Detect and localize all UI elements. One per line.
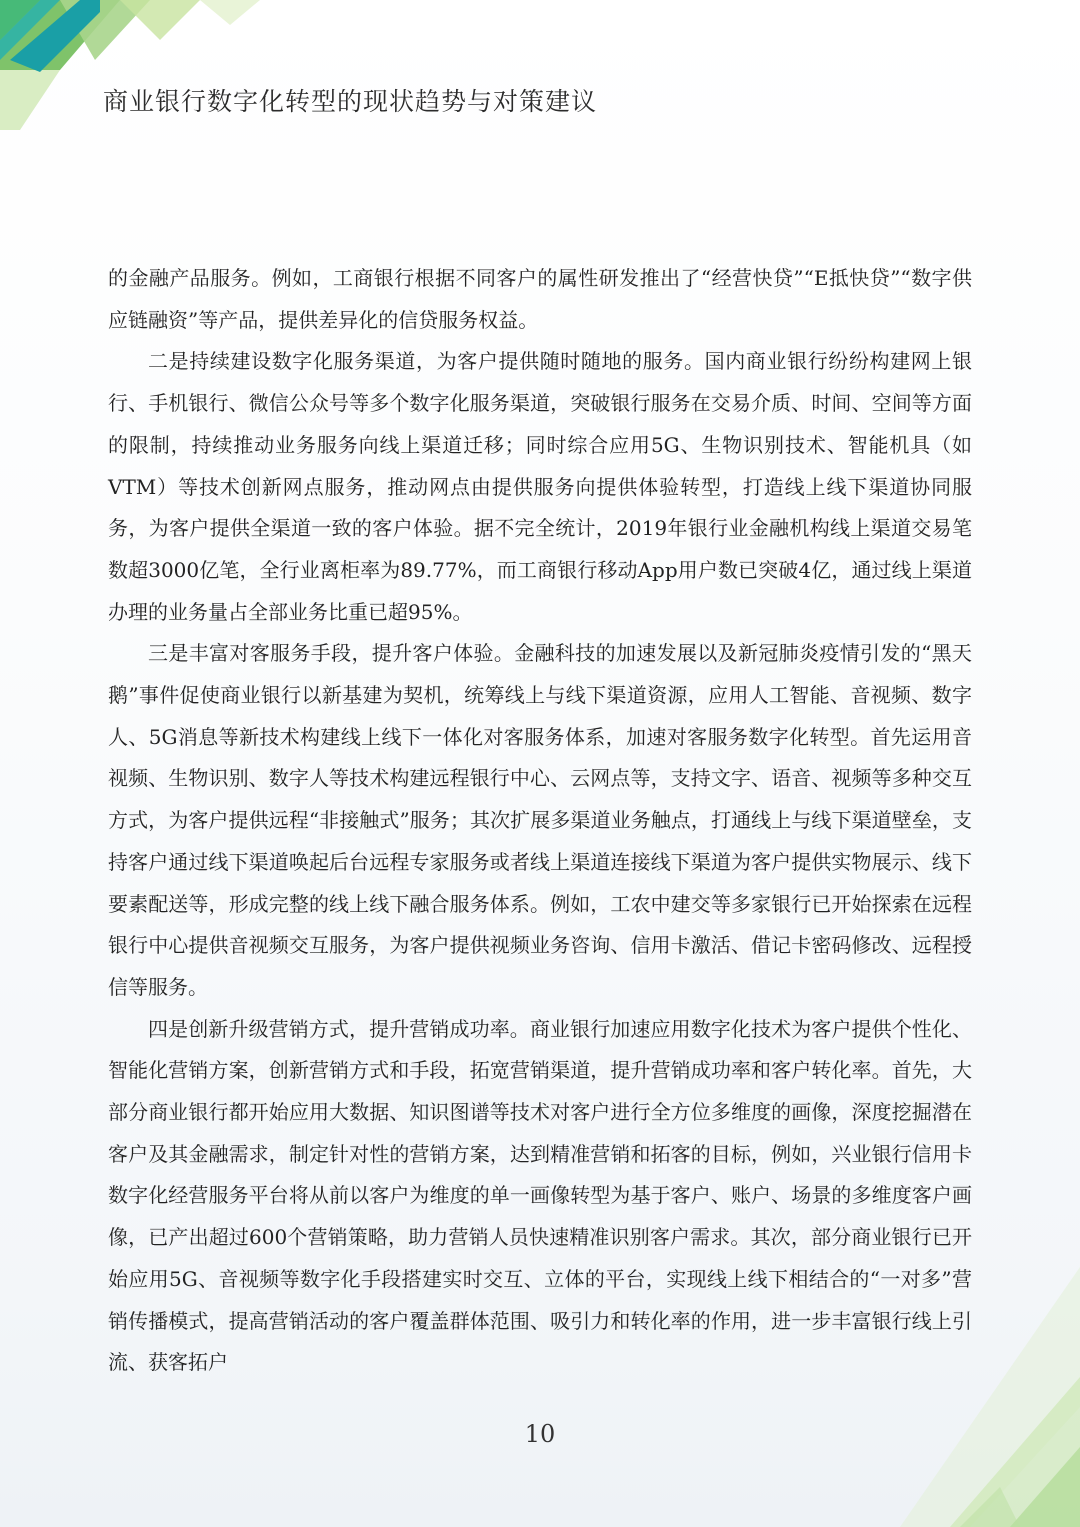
paragraph: 四是创新升级营销方式，提升营销成功率。商业银行加速应用数字化技术为客户提供个性化、智能化营销方案，创新营销方式和手段，拓宽营销渠道，提升营销成功率和客户转化率。首先，大部分商业银行都开始应用大数据、知识图谱等技术对客户进行全方位多维度的画像，深度挖掘潜在客户及其金融需求，制定针对性的营销方案，达到精准营销和拓客的目标，例如，兴业银行信用卡数字化经营服务平台将从前以客户为维度的单一画像转型为基于客户、账户、场景的多维度客户画像，已产出超过600个营销策略，助力营销人员快速精准识别客户需求。其次，部分商业银行已开始应用5G、音视频等数字化手段搭建实时交互、立体的平台，实现线上线下相结合的“一对多”营销传播模式，提高营销活动的客户覆盖群体范围、吸引力和转化率的作用，进一步丰富银行线上引流、获客拓户 [108,1016,972,1375]
page-number: 10 [524,1420,556,1448]
corner-decoration-top-left [0,0,300,140]
paragraph: 二是持续建设数字化服务渠道，为客户提供随时随地的服务。国内商业银行纷纷构建网上银行、手机银行、微信公众号等多个数字化服务渠道，突破银行服务在交易介质、时间、空间等方面的限制，持续推动业务服务向线上渠道迁移；同时综合应用5G、生物识别技术、智能机具（如VTM）等技术创新网点服务，推动网点由提供服务向提供体验转型，打造线上线下渠道协同服务，为客户提供全渠道一致的客户体验。据不完全统计，2019年银行业金融机构线上渠道交易笔数超3000亿笔，全行业离柜率为89.77%，而工商银行移动App用户数已突破4亿，通过线上渠道办理的业务量占全部业务比重已超95%。 [108,349,972,624]
running-header-title: 商业银行数字化转型的现状趋势与对策建议 [103,87,598,116]
paragraph: 的金融产品服务。例如，工商银行根据不同客户的属性研发推出了“经营快贷”“E抵快贷”“数字供应链融资”等产品，提供差异化的信贷服务权益。 [108,266,972,332]
corner-decoration-bottom-right [780,1207,1080,1527]
paragraph: 三是丰富对客服务手段，提升客户体验。金融科技的加速发展以及新冠肺炎疫情引发的“黑天鹅”事件促使商业银行以新基建为契机，统筹线上与线下渠道资源，应用人工智能、音视频、数字人、5G消息等新技术构建线上线下一体化对客服务体系，加速对客服务数字化转型。首先运用音视频、生物识别、数字人等技术构建远程银行中心、云网点等，支持文字、语音、视频等多种交互方式，为客户提供远程“非接触式”服务；其次扩展多渠道业务触点，打通线上与线下渠道壁垒，支持客户通过线下渠道唤起后台远程专家服务或者线上渠道连接线下渠道为客户提供实物展示、线下要素配送等，形成完整的线上线下融合服务体系。例如，工农中建交等多家银行已开始探索在远程银行中心提供音视频交互服务，为客户提供视频业务咨询、信用卡激活、借记卡密码修改、远程授信等服务。 [108,641,972,999]
